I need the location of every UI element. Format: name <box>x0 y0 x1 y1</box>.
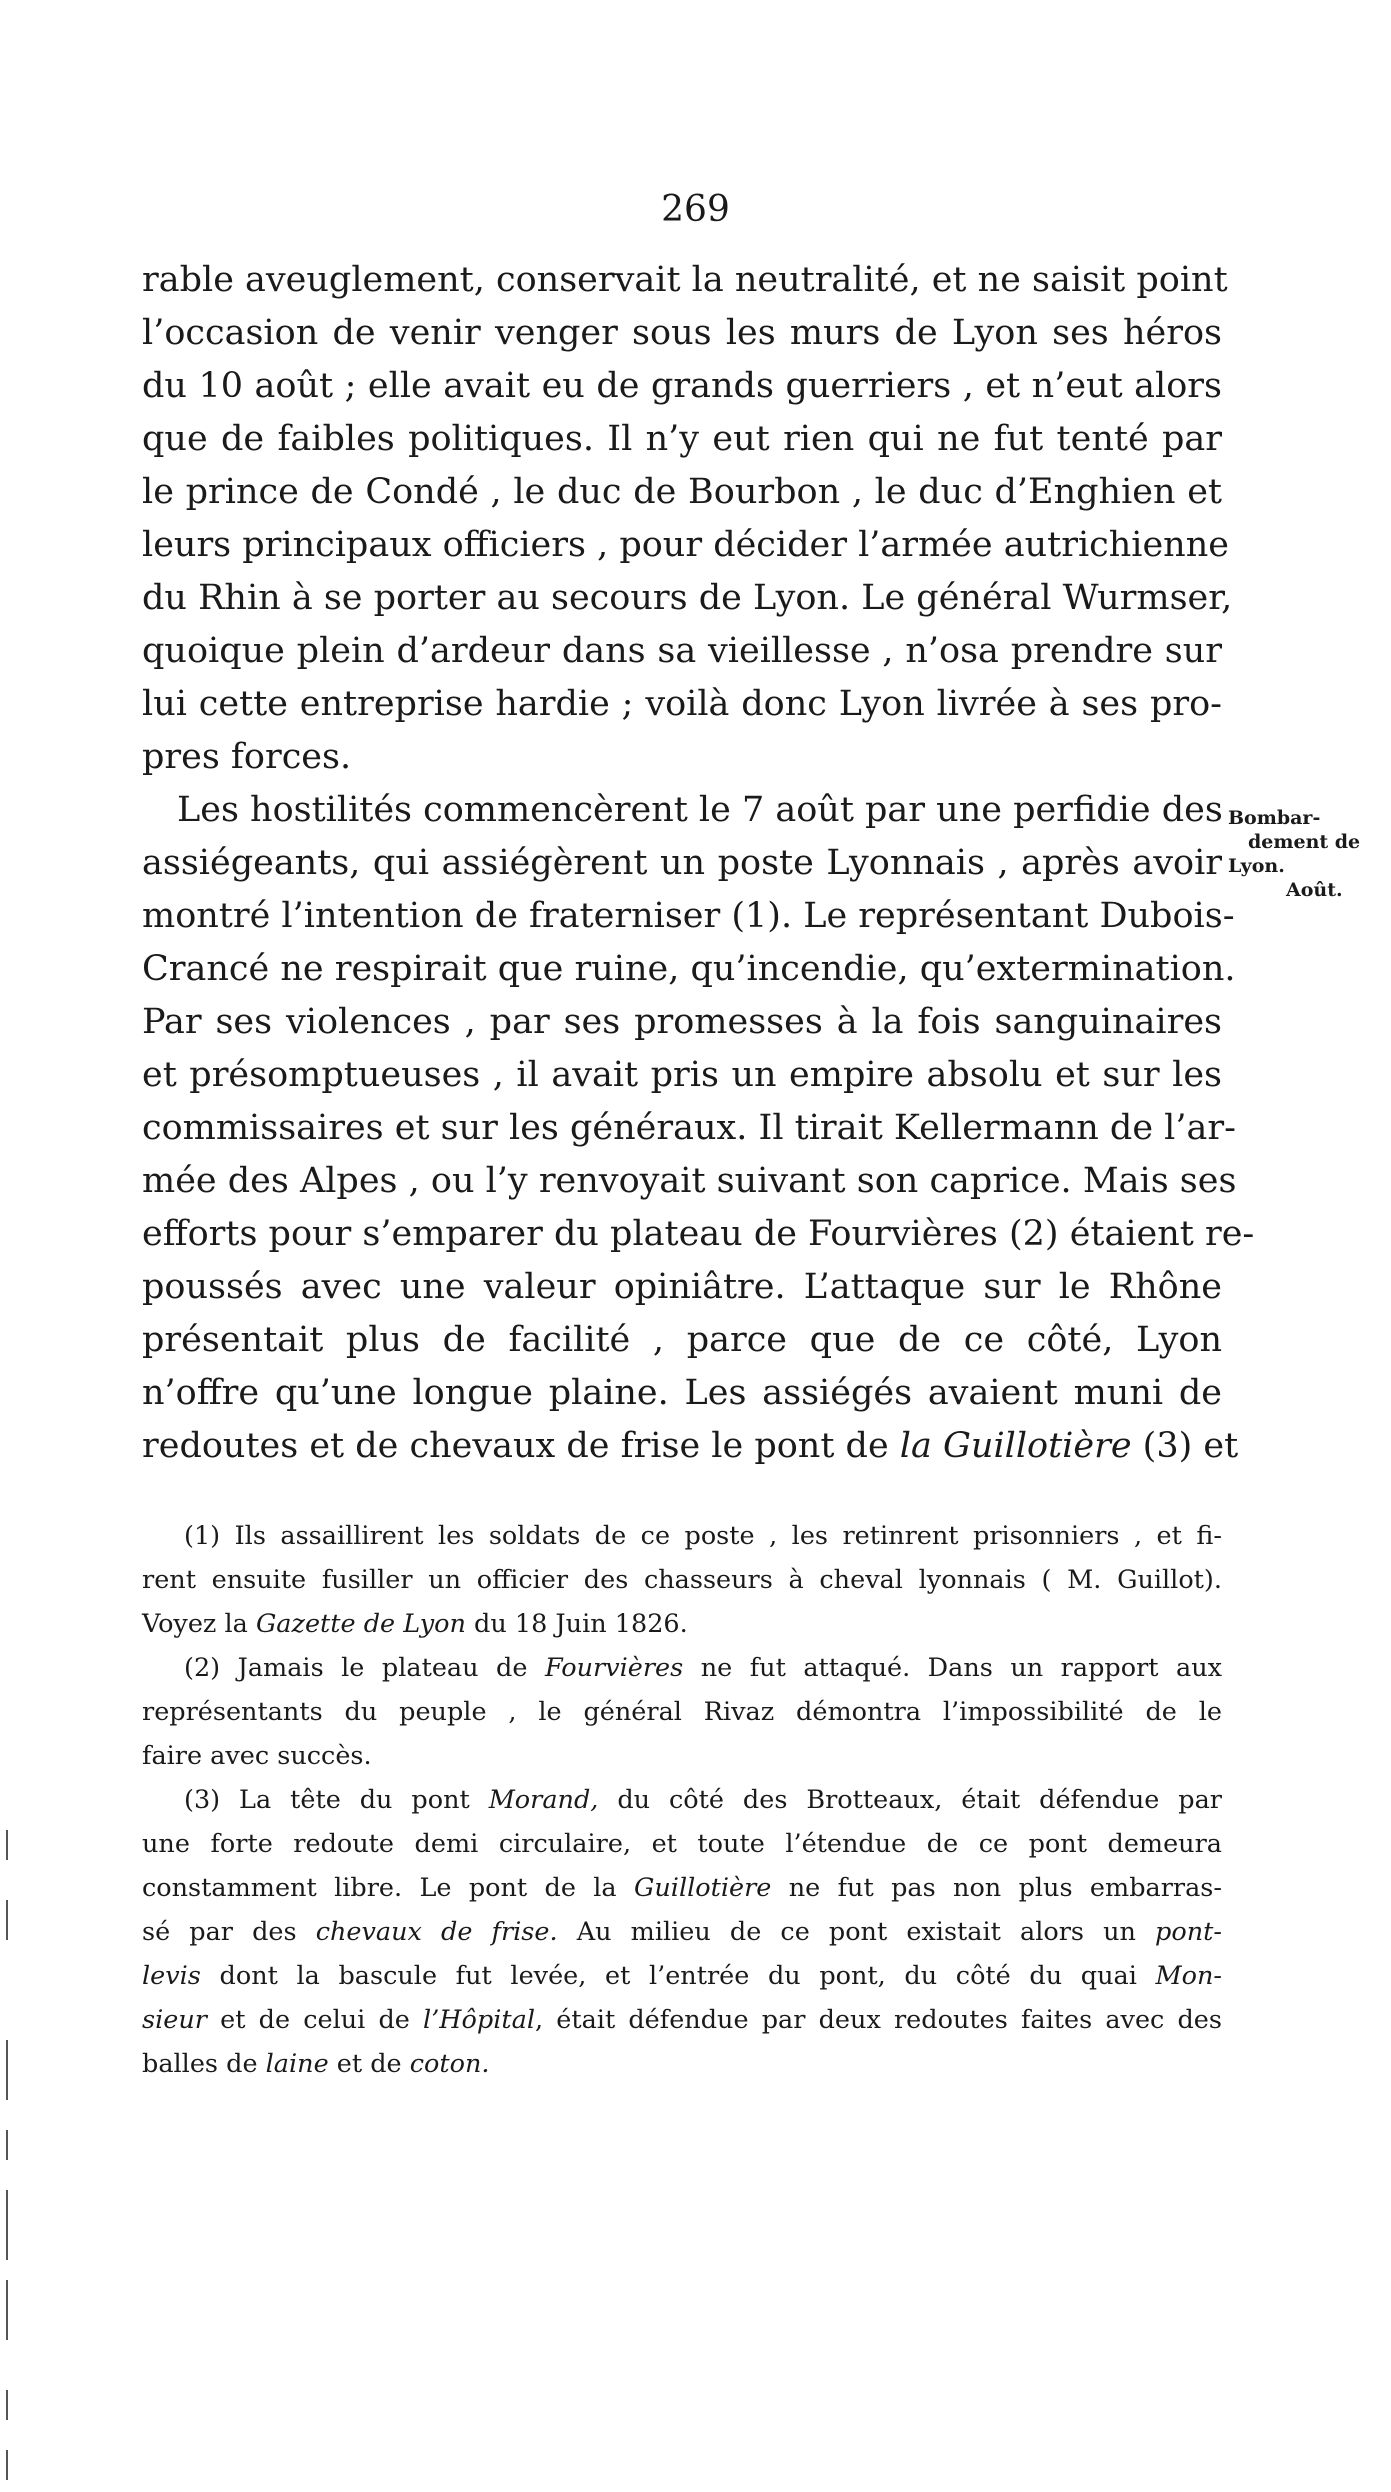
text-fragment: (3) et <box>1131 1426 1239 1466</box>
text-line: mée des Alpes , ou l’y renvoyait suivant son caprice. Mais ses <box>142 1161 1237 1201</box>
footnote-line <box>142 1646 1222 1690</box>
italic-text: la Guillotière <box>899 1426 1132 1466</box>
text-line: leurs principaux officiers , pour décider l’armée autrichienne <box>142 525 1229 565</box>
text-line: pres forces. <box>142 737 352 777</box>
text-line: du 10 août ; elle avait eu de grands guerriers , et n’eut alors <box>142 366 1222 406</box>
italic-text: pont- <box>1155 1917 1222 1947</box>
italic-text: sieur <box>142 2005 207 2035</box>
text-line: assiégeants, qui assiégèrent un poste Lyonnais , après avoir <box>142 843 1222 883</box>
text-fragment: redoutes et de chevaux de frise le pont de <box>142 1426 900 1466</box>
italic-text: Fourvières <box>544 1653 684 1683</box>
text-line: Crancé ne respirait que ruine, qu’incendie, qu’extermination. <box>142 949 1236 989</box>
italic-text: l’Hôpital <box>423 2005 535 2035</box>
text-fragment: Au milieu de ce pont existait alors un <box>557 1917 1156 1947</box>
scan-edge-mark <box>6 2390 8 2420</box>
italic-text: laine <box>265 2049 329 2079</box>
text-line: montré l’intention de fraterniser (1). Le représentant Dubois- <box>142 896 1235 936</box>
italic-text: Morand, <box>488 1785 599 1815</box>
text-fragment: et de celui de <box>206 2005 424 2035</box>
margin-note-line: Lyon. <box>1228 855 1285 877</box>
footnote-line: (1) Ils assaillirent les soldats de ce poste , les retinrent prisonniers , et fi- <box>184 1521 1222 1551</box>
italic-text: chevaux de frise. <box>315 1917 558 1947</box>
text-fragment: ne fut attaqué. Dans un rapport aux <box>683 1653 1223 1683</box>
italic-text: Mon- <box>1155 1961 1222 1991</box>
text-line: lui cette entreprise hardie ; voilà donc Lyon livrée à ses pro- <box>142 684 1222 724</box>
text-line: poussés avec une valeur opiniâtre. L’attaque sur le Rhône <box>142 1267 1222 1307</box>
footnote-line: rent ensuite fusiller un officier des chasseurs à cheval lyonnais ( M. Guillot). <box>142 1565 1222 1595</box>
text-fragment: (3) La tête du pont <box>184 1785 489 1815</box>
text-line: efforts pour s’emparer du plateau de Fourvières (2) étaient re- <box>142 1214 1255 1254</box>
footnote-line <box>142 1910 1222 1954</box>
scan-edge-mark <box>6 2130 8 2160</box>
footnote-line: une forte redoute demi circulaire, et toute l’étendue de ce pont demeura <box>142 1829 1222 1859</box>
text-fragment: du côté des Brotteaux, était défendue par <box>598 1785 1222 1815</box>
main-text <box>142 254 1255 1473</box>
text-line: quoique plein d’ardeur dans sa vieillesse , n’osa prendre sur <box>142 631 1222 671</box>
text-line: l’occasion de venir venger sous les murs de Lyon ses héros <box>142 313 1222 353</box>
text-fragment: balles de <box>142 2049 266 2079</box>
footnotes <box>142 1514 1222 2086</box>
text-fragment: constamment libre. Le pont de la <box>142 1873 634 1903</box>
text-fragment: dont la bascule fut levée, et l’entrée du pont, du côté du quai <box>200 1961 1156 1991</box>
text-fragment: sé par des <box>142 1917 316 1947</box>
text-fragment: du 18 Juin 1826. <box>465 1609 688 1639</box>
footnote-line: représentants du peuple , le général Rivaz démontra l’impossibilité de le <box>142 1697 1222 1727</box>
text-fragment: Voyez la <box>142 1609 256 1639</box>
margin-note-line: Bombar- <box>1228 807 1321 829</box>
scan-edge-mark <box>6 2040 8 2100</box>
text-line: rable aveuglement, conservait la neutralité, et ne saisit point <box>142 260 1228 300</box>
italic-text: Guillotière <box>634 1873 772 1903</box>
page-number: 269 <box>661 189 730 230</box>
text-line <box>142 1420 1239 1473</box>
footnote-line <box>142 1866 1222 1910</box>
text-line: le prince de Condé , le duc de Bourbon , le duc d’Enghien et <box>142 472 1222 512</box>
italic-text: Gazette de Lyon <box>255 1609 466 1639</box>
margin-note-line: dement de <box>1248 831 1361 853</box>
footnote-line <box>142 1602 1222 1646</box>
text-line: Par ses violences , par ses promesses à la fois sanguinaires <box>142 1002 1222 1042</box>
footnote-line <box>142 1954 1222 1998</box>
text-line: Les hostilités commencèrent le 7 août par une perfidie des <box>177 790 1223 830</box>
margin-note <box>1228 806 1388 902</box>
scan-edge-mark <box>6 2190 8 2260</box>
text-fragment: et de <box>328 2049 410 2079</box>
text-line: n’offre qu’une longue plaine. Les assiégés avaient muni de <box>142 1373 1222 1413</box>
italic-text: coton. <box>409 2049 490 2079</box>
scan-edge-mark <box>6 1830 8 1860</box>
text-line: et présomptueuses , il avait pris un empire absolu et sur les <box>142 1055 1222 1095</box>
text-fragment: ne fut pas non plus embarras- <box>771 1873 1223 1903</box>
text-fragment: , était défendue par deux redoutes faites avec des <box>534 2005 1222 2035</box>
text-line: présentait plus de facilité , parce que de ce côté, Lyon <box>142 1320 1222 1360</box>
scan-edge-mark <box>6 1900 8 1940</box>
text-line: du Rhin à se porter au secours de Lyon. Le général Wurmser, <box>142 578 1233 618</box>
footnote-line <box>142 1998 1222 2042</box>
scan-edge-mark <box>6 2450 8 2480</box>
footnote-line <box>142 1778 1222 1822</box>
text-line: que de faibles politiques. Il n’y eut rien qui ne fut tenté par <box>142 419 1222 459</box>
footnote-line <box>142 2042 1222 2086</box>
scan-edge-mark <box>6 2280 8 2340</box>
footnote-line: faire avec succès. <box>142 1741 372 1771</box>
italic-text: levis <box>142 1961 201 1991</box>
text-line: commissaires et sur les généraux. Il tirait Kellermann de l’ar- <box>142 1108 1236 1148</box>
text-fragment: (2) Jamais le plateau de <box>184 1653 545 1683</box>
margin-note-line: Août. <box>1286 879 1343 901</box>
